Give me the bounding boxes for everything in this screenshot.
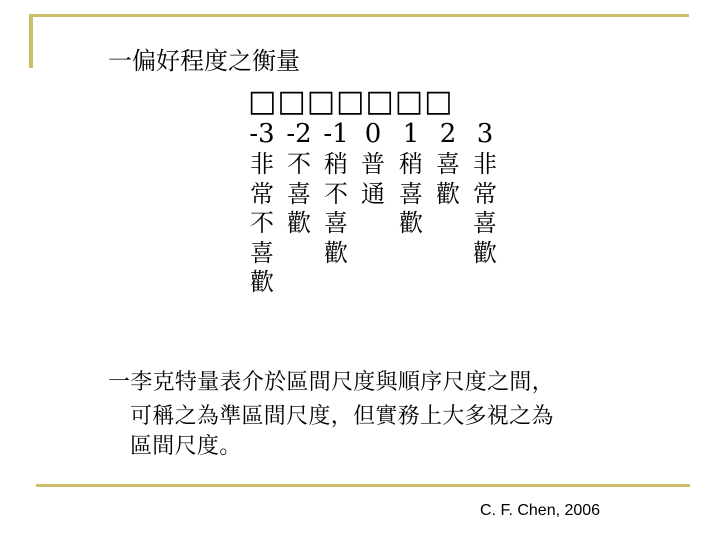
scale-label-char: 歡	[287, 209, 311, 237]
scale-value: -2	[286, 119, 312, 149]
scale-label-char: 非	[250, 150, 274, 178]
scale-label-char: 常	[250, 179, 274, 208]
scale-label-char: 通	[361, 179, 385, 208]
scale-label-char: 歡	[324, 238, 348, 267]
top-rule	[29, 14, 689, 17]
scale-label-char: 喜	[436, 150, 460, 178]
footer-rule	[36, 484, 690, 487]
scale-label-char: 喜	[399, 179, 423, 208]
scale-label-char: 歡	[473, 238, 497, 267]
scale-value: 2	[439, 119, 457, 149]
scale-value: -1	[323, 119, 349, 149]
scale-label-char: 稍	[399, 150, 423, 178]
scale-column	[244, 118, 280, 298]
scale-label-char: 常	[473, 179, 497, 208]
scale-label-char: 喜	[287, 179, 311, 208]
scale-column	[355, 118, 391, 209]
slide-title: 一偏好程度之衡量	[108, 47, 300, 75]
scale-label-char: 不	[324, 179, 348, 208]
scale-label-char: 普	[361, 150, 385, 178]
scale-label-char: 喜	[324, 209, 348, 237]
scale-column	[430, 118, 466, 209]
scale-label-char: 不	[250, 209, 274, 237]
scale-label-char: 非	[473, 150, 497, 178]
scale-label-char: 歡	[399, 209, 423, 237]
scale-value: 3	[476, 119, 494, 149]
scale-label-char: 喜	[250, 238, 274, 267]
paragraph-line-2: 可稱之為準區間尺度，但實務上大多視之為	[130, 404, 554, 429]
paragraph-line-3: 區間尺度。	[130, 434, 242, 459]
paragraph-line-1: 一李克特量表介於區間尺度與順序尺度之間，	[108, 370, 555, 395]
scale-label-char: 不	[287, 150, 311, 178]
scale-column	[318, 118, 354, 268]
scale-column	[281, 118, 317, 239]
scale-column	[467, 118, 503, 268]
scale-value: 0	[364, 119, 382, 149]
author-credit: C. F. Chen, 2006	[480, 502, 601, 519]
scale-label-char: 稍	[324, 150, 348, 178]
scale-value: 1	[402, 119, 420, 149]
left-accent-rule	[29, 14, 33, 68]
scale-label-char: 歡	[250, 268, 274, 296]
scale-label-char: 歡	[436, 179, 460, 208]
scale-label-char: 喜	[473, 209, 497, 237]
scale-value: -3	[249, 119, 275, 149]
missing-glyph-boxes: □□□□□□□	[248, 84, 454, 119]
scale-column	[393, 118, 429, 239]
